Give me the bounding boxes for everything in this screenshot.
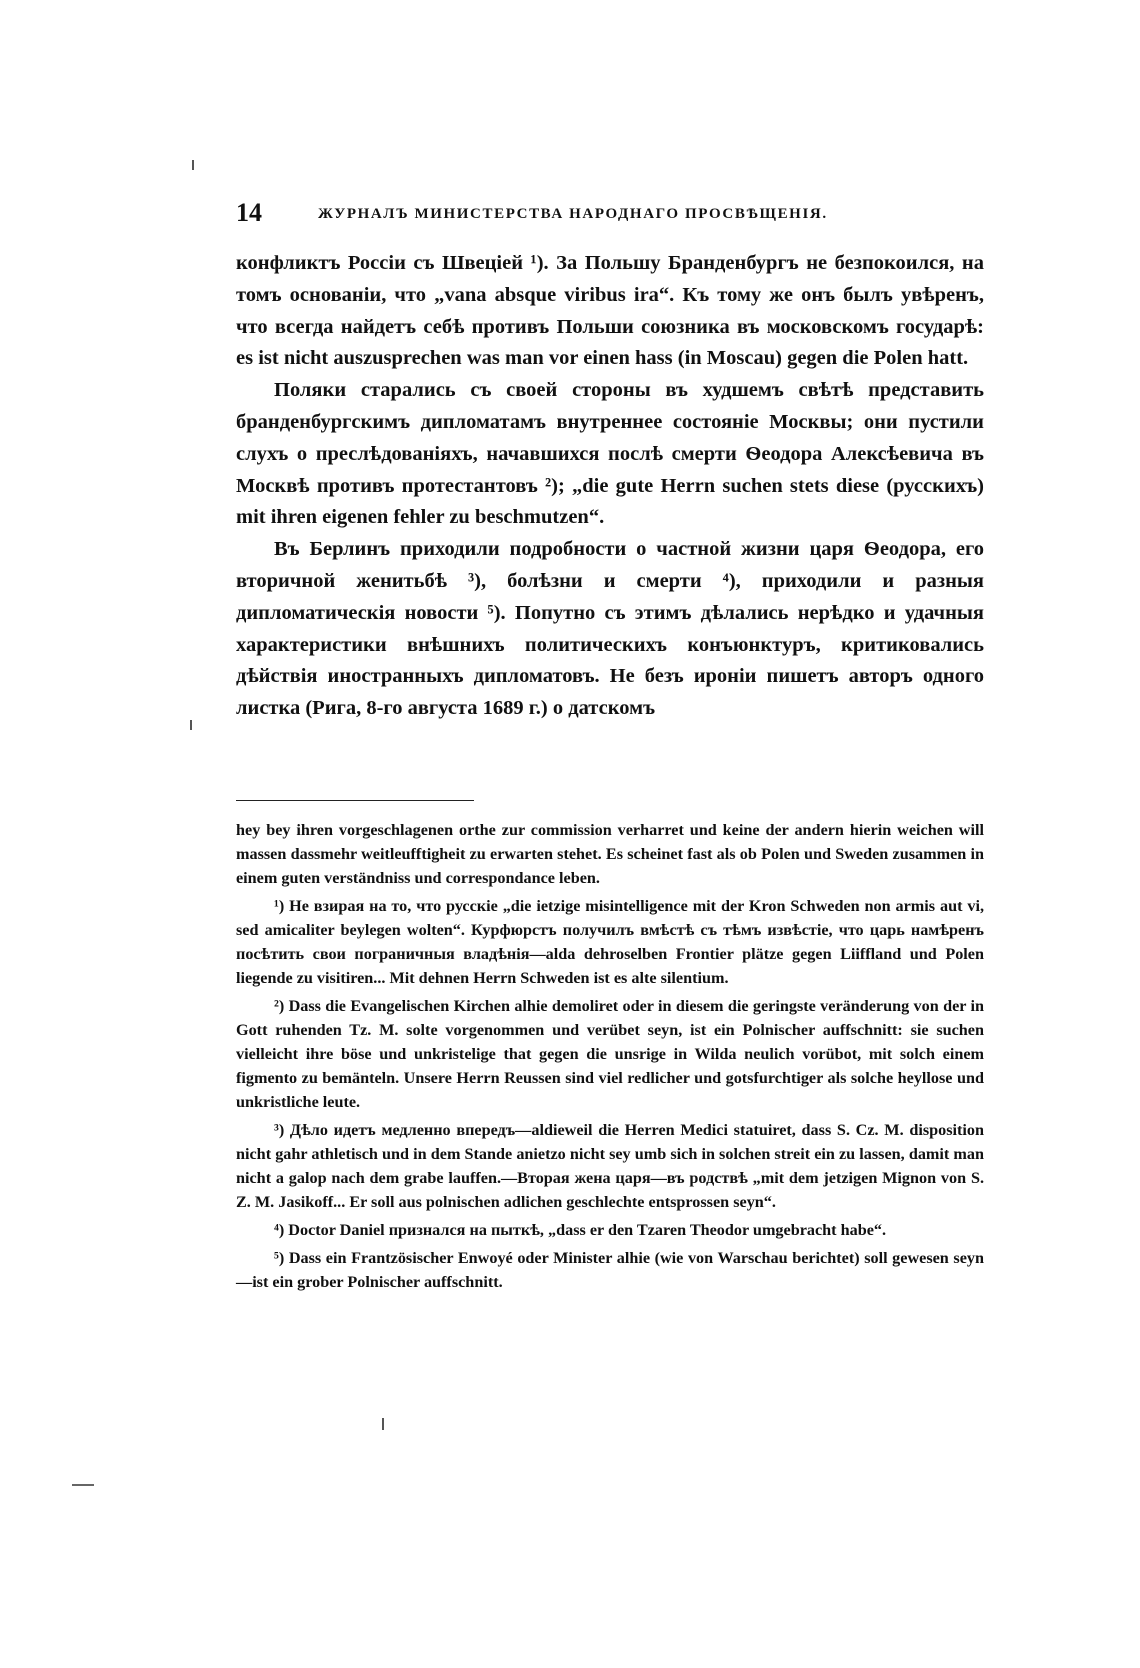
page-header <box>236 198 892 234</box>
footnote: ³) Дѣло идетъ медленно впередъ—aldieweil die Herren Medici statuiret, dass S. Cz. M. disposition nicht gahr athletisch und in dem Stande anietzo nicht sey umb sich in solchen streit ein zu lassen, damit man nicht a galop nach dem grabe lauffen.—Вторая жена царя—въ родствѣ „mit dem jetzigen Mignon von S. Z. M. Jasikoff... Er soll aus polnischen adlichen geschlechte entsprossen seyn“. <box>236 1121 984 1211</box>
paragraph: Поляки старались съ своей стороны въ худшемъ свѣтѣ представить бранденбургскимъ дипломатамъ внутреннее состояніе Москвы; они пустили слухъ о преслѣдованіяхъ, начавшихся послѣ смерти Ѳеодора Алексѣевича въ Москвѣ противъ протестантовъ ²); „die gute Herrn suchen stets diese (русскихъ) mit ihren eigenen fehler zu beschmutzen“. <box>236 379 984 529</box>
running-title: ЖУРНАЛЪ МИНИСТЕРСТВА НАРОДНАГО ПРОСВѢЩЕНІЯ. <box>318 206 828 222</box>
page-number: 14 <box>236 198 262 227</box>
footnote: ²) Dass die Evangelischen Kirchen alhie demoliret oder in diesem die geringste veränderung von der in Gott ruhenden Tz. M. solte vorgenommen und verübet seyn, ist ein Polnischer auffschnitt: sie suchen vielleicht ihre böse und unkristelige that gegen die unsrige in Wilda neulich vorübot, mit solch einem figmento zu bemänteln. Unsere Herrn Reussen sind viel redlicher und gotsfurchtiger als solche heyllose und unkristliche leute. <box>236 997 984 1111</box>
paragraph: конфликтъ Россіи съ Швеціей ¹). За Польшу Бранденбургъ не безпокоился, на томъ основаніи, что „vana absque viribus ira“. Къ тому же онъ былъ увѣренъ, что всегда найдетъ себѣ противъ Польши союзника въ московскомъ государѣ: es ist nicht auszusprechen was man vor einen hass (in Moscau) gegen die Polen hatt. <box>236 252 984 370</box>
footnote: ¹) Не взирая на то, что русскіе „die ietzige misintelligence mit der Kron Schweden non armis aut vi, sed amicaliter beylegen wolten“. Курфюрстъ получилъ вмѣстѣ съ тѣмъ извѣстіе, что царь намѣренъ посѣтить свои пограничныя владѣнія—alda dehroselben Frontier plätze gegen Liiffland und Polen liegende zu visitiren... Mit dehnen Herrn Schweden ist es alte silentium. <box>236 897 984 987</box>
footnote-separator <box>236 800 474 801</box>
main-text <box>236 248 984 725</box>
footnotes <box>236 818 984 1298</box>
paragraph: Въ Берлинъ приходили подробности о частной жизни царя Ѳеодора, его вторичной женитьбѣ ³), болѣзни и смерти ⁴), приходили и разныя дипломатическія новости ⁵). Попутно съ этимъ дѣлались нерѣдко и удачныя характеристики внѣшнихъ политическихъ конъюнктуръ, критиковались дѣйствія иностранныхъ дипломатовъ. Не безъ ироніи пишетъ авторъ одного листка (Рига, 8-го августа 1689 г.) о датскомъ <box>236 538 984 720</box>
scan-speck <box>382 1418 384 1430</box>
scan-speck <box>192 160 194 170</box>
scan-speck <box>72 1484 94 1486</box>
footnote: ⁴) Doctor Daniel признался на пыткѣ, „dass er den Tzaren Theodor umgebracht habe“. <box>274 1221 887 1239</box>
footnote-continuation: hey bey ihren vorgeschlagenen orthe zur commission verharret und keine der andern hierin weichen will massen dassmehr weitleufftigheit zu erwarten stehet. Es scheinet fast als ob Polen und Sweden zusammen in einem guten verständniss und correspondance leben. <box>236 821 984 887</box>
footnote: ⁵) Dass ein Frantzösischer Enwoyé oder Minister alhie (wie von Warschau berichtet) soll gewesen seyn—ist ein grober Polnischer auffschnitt. <box>236 1249 984 1291</box>
scan-speck <box>190 720 192 730</box>
